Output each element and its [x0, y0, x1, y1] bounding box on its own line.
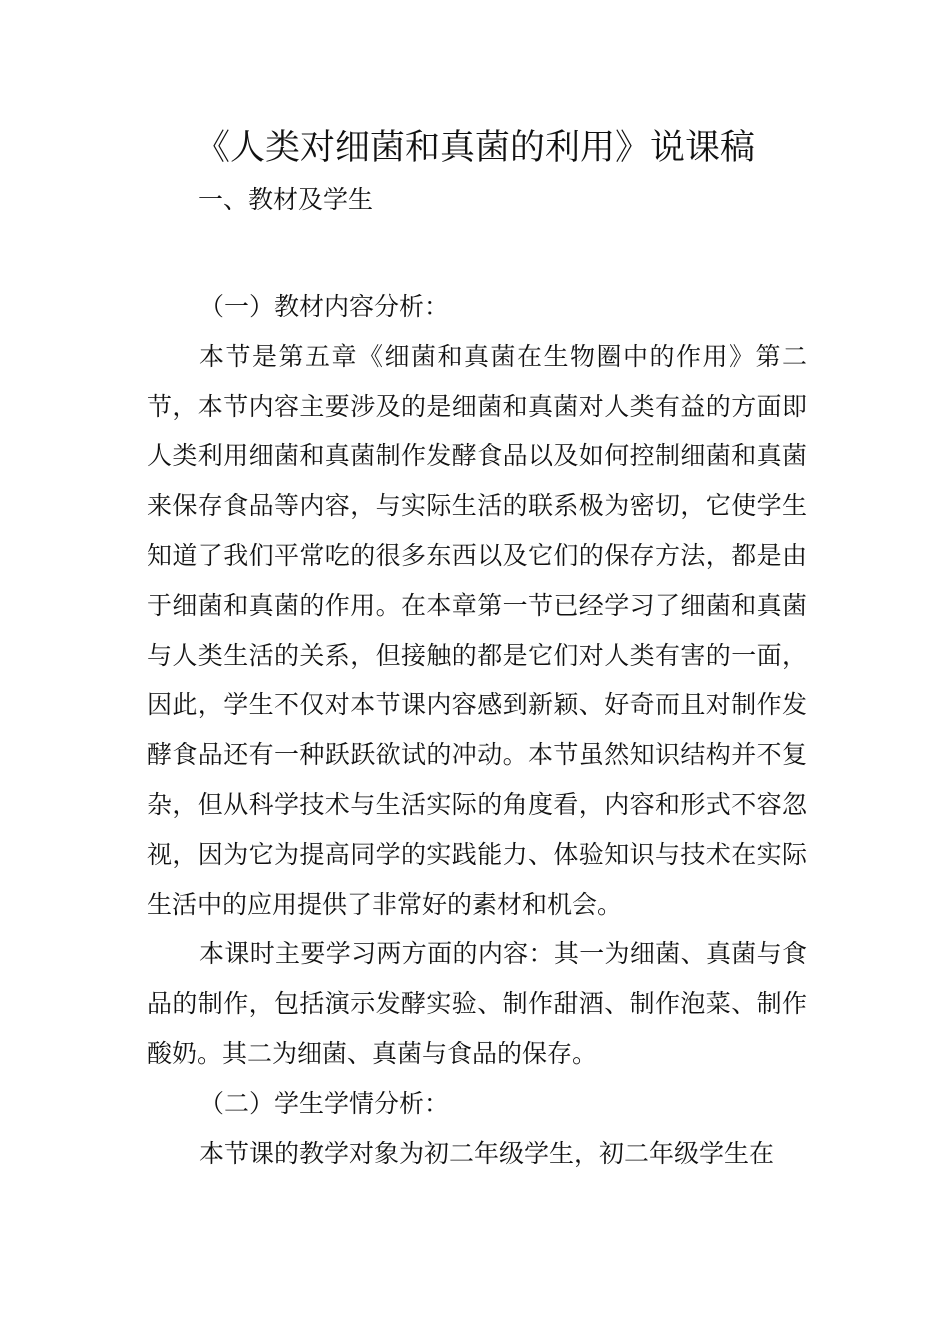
paragraph: 本节是第五章《细菌和真菌在生物圈中的作用》第二节，本节内容主要涉及的是细菌和真菌对人类有益的方面即人类利用细菌和真菌制作发酵食品以及如何控制细菌和真菌来保存食品等内容，与实际生活的联系极为密切，它使学生知道了我们平常吃的很多东西以及它们的保存方法，都是由于细菌和真菌的作用。在本章第一节已经学习了细菌和真菌与人类生活的关系，但接触的都是它们对人类有害的一面，因此，学生不仅对本节课内容感到新颖、好奇而且对制作发酵食品还有一种跃跃欲试的冲动。本节虽然知识结构并不复杂，但从科学技术与生活实际的角度看，内容和形式不容忽视，因为它为提高同学的实践能力、体验知识与技术在实际生活中的应用提供了非常好的素材和机会。 [147, 341, 807, 919]
paragraph: 本课时主要学习两方面的内容：其一为细菌、真菌与食品的制作，包括演示发酵实验、制作甜酒、制作泡菜、制作酸奶。其二为细菌、真菌与食品的保存。 [147, 939, 807, 1068]
subsection-heading: （一）教材内容分析： [199, 292, 450, 321]
document-body [147, 282, 807, 1178]
document-title: 《人类对细菌和真菌的利用》说课稿 [194, 128, 755, 168]
section-heading: 一、教材及学生 [198, 185, 374, 214]
subsection-heading: （二）学生学情分析： [199, 1088, 450, 1118]
paragraph: 本节课的教学对象为初二年级学生，初二年级学生在 [199, 1138, 775, 1168]
